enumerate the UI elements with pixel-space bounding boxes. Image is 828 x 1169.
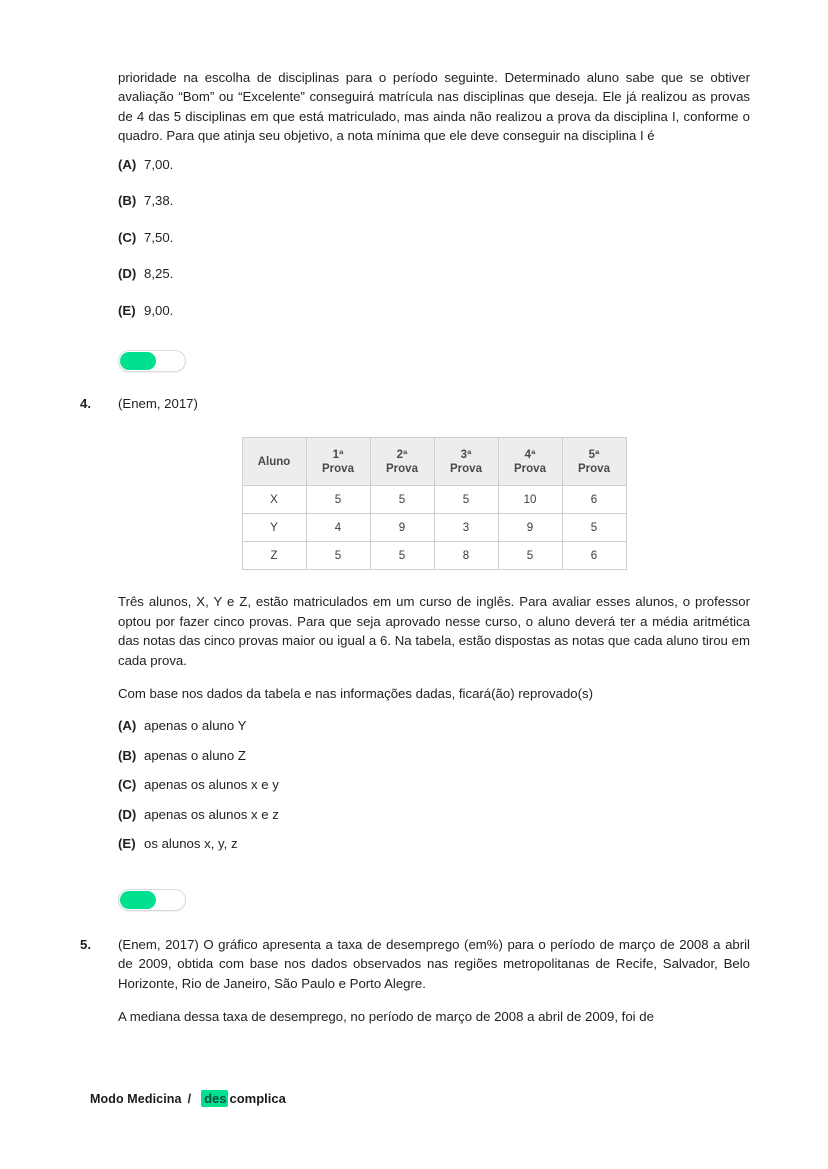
alternative-text: os alunos x, y, z <box>144 836 238 852</box>
alternative-text: 9,00. <box>144 302 174 318</box>
list-item[interactable] <box>118 806 750 824</box>
page-content <box>80 68 750 1037</box>
question-5 <box>80 935 750 1037</box>
question-source: (Enem, 2017) <box>118 396 198 412</box>
question-body <box>118 394 750 865</box>
alternative-text: 7,00. <box>144 156 174 172</box>
header-line-1: 2ª <box>396 448 408 461</box>
table-cell: 8 <box>434 542 498 570</box>
table-cell: 5 <box>498 542 562 570</box>
alternative-letter: (B) <box>118 193 137 209</box>
table-cell: 5 <box>306 486 370 514</box>
table-row <box>242 542 626 570</box>
alternative-letter: (E) <box>118 836 136 852</box>
question-3-alternatives <box>118 156 750 320</box>
alternative-text: apenas o aluno Z <box>144 747 246 763</box>
alternative-text: 8,25. <box>144 266 174 282</box>
footer-separator: / <box>187 1091 192 1106</box>
grades-table-wrap <box>118 437 750 570</box>
table-column-header <box>562 438 626 486</box>
table-cell: Z <box>242 542 306 570</box>
alternative-text: apenas o aluno Y <box>144 718 247 734</box>
answer-toggle-2[interactable] <box>118 889 186 911</box>
header-line-2: Prova <box>450 462 482 475</box>
table-row <box>242 514 626 542</box>
table-cell: 5 <box>434 486 498 514</box>
table-cell: 3 <box>434 514 498 542</box>
table-cell: 5 <box>306 542 370 570</box>
list-item[interactable] <box>118 265 750 283</box>
alternative-text: apenas os alunos x e y <box>144 777 279 793</box>
alternative-text: apenas os alunos x e z <box>144 806 279 822</box>
table-cell: X <box>242 486 306 514</box>
alternative-letter: (E) <box>118 302 136 318</box>
answer-toggle-1-wrap <box>118 350 750 372</box>
header-line-2: Prova <box>386 462 418 475</box>
list-item[interactable] <box>118 776 750 794</box>
table-cell: 6 <box>562 486 626 514</box>
header-line-2: Prova <box>322 462 354 475</box>
list-item[interactable] <box>118 192 750 210</box>
alternative-letter: (A) <box>118 156 137 172</box>
table-header-row <box>242 438 626 486</box>
question-5-prompt: A mediana dessa taxa de desemprego, no período de março de 2008 a abril de 2009, foi de <box>118 1009 654 1025</box>
alternative-text: 7,50. <box>144 229 174 245</box>
header-line-1: Aluno <box>257 455 291 468</box>
logo-text: complica <box>229 1091 286 1106</box>
table-row <box>242 486 626 514</box>
list-item[interactable] <box>118 156 750 174</box>
header-line-1: 4ª <box>524 448 536 461</box>
intro-paragraph: prioridade na escolha de disciplinas para o período seguinte. Determinado aluno sabe que se obtiver avaliação “Bom” ou “Excelente” conseguirá matrícula nas disciplinas que deseja. Ele já realizou as provas de 4 das 5 disciplinas em que está matriculado, mas ainda não realizou a prova da disciplina I, conforme o quadro. Para que atinja seu objetivo, a nota mínima que ele deve conseguir na disciplina I é <box>118 70 750 144</box>
table-cell: 9 <box>498 514 562 542</box>
table-cell: 9 <box>370 514 434 542</box>
table-head <box>242 438 626 486</box>
answer-toggle-2-wrap <box>118 889 750 911</box>
grades-table <box>242 437 627 570</box>
question-body <box>118 935 750 1037</box>
alternative-letter: (D) <box>118 266 137 282</box>
logo-highlight: des <box>201 1090 228 1107</box>
list-item[interactable] <box>118 747 750 765</box>
question-5-statement: (Enem, 2017) O gráfico apresenta a taxa de desemprego (em%) para o período de março de 2008 a abril de 2009, obtida com base nos dados observados nas regiões metropolitanas de Recife, Salvador, Belo Horizonte, Rio de Janeiro, São Paulo e Porto Alegre. <box>118 936 750 991</box>
descomplica-logo <box>201 1090 286 1107</box>
question-4-prompt: Com base nos dados da tabela e nas informações dadas, ficará(ão) reprovado(s) <box>118 686 594 702</box>
alternative-letter: (C) <box>118 777 137 793</box>
table-column-header <box>242 438 306 486</box>
alternative-letter: (D) <box>118 806 137 822</box>
table-cell: 6 <box>562 542 626 570</box>
table-column-header <box>434 438 498 486</box>
footer-left-label: Modo Medicina <box>90 1091 182 1106</box>
table-cell: 5 <box>370 542 434 570</box>
alternative-text: 7,38. <box>144 193 174 209</box>
question-number: 5. <box>80 936 91 952</box>
table-body <box>242 486 626 570</box>
alternative-letter: (B) <box>118 747 137 763</box>
list-item[interactable] <box>118 229 750 247</box>
table-cell: 5 <box>562 514 626 542</box>
list-item[interactable] <box>118 717 750 735</box>
header-line-2: Prova <box>514 462 546 475</box>
table-column-header <box>306 438 370 486</box>
table-cell: 4 <box>306 514 370 542</box>
header-line-1: 1ª <box>332 448 344 461</box>
table-column-header <box>498 438 562 486</box>
header-line-1: 5ª <box>588 448 600 461</box>
header-line-1: 3ª <box>460 448 472 461</box>
question-4 <box>80 394 750 865</box>
table-cell: 10 <box>498 486 562 514</box>
table-cell: Y <box>242 514 306 542</box>
list-item[interactable] <box>118 835 750 853</box>
table-cell: 5 <box>370 486 434 514</box>
question-number: 4. <box>80 396 91 412</box>
page-footer <box>90 1090 286 1107</box>
toggle-knob <box>120 891 156 909</box>
toggle-knob <box>120 352 156 370</box>
alternative-letter: (C) <box>118 229 137 245</box>
question-4-statement: Três alunos, X, Y e Z, estão matriculados em um curso de inglês. Para avaliar esses alunos, o professor optou por fazer cinco provas. Para que seja aprovado nesse curso, o aluno deverá ter a média aritmética das notas das cinco provas maior ou igual a 6. Na tabela, estão dispostas as notas que cada aluno tirou em cada prova. <box>118 594 750 668</box>
table-column-header <box>370 438 434 486</box>
list-item[interactable] <box>118 302 750 320</box>
answer-toggle-1[interactable] <box>118 350 186 372</box>
alternative-letter: (A) <box>118 718 137 734</box>
question-4-alternatives <box>118 717 750 853</box>
header-line-2: Prova <box>578 462 610 475</box>
